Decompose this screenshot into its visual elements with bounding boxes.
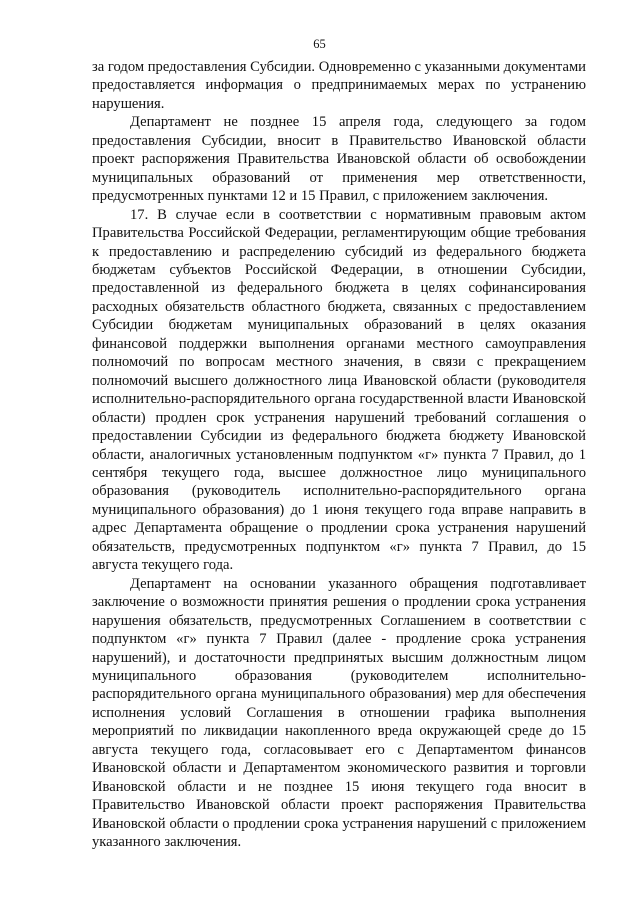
paragraph-clause-17: 17. В случае если в соответствии с нормативным правовым актом Правительства Российской Федерации, регламентирующим общие требования к предоставлению и распределению субсидий из федерального бюджета бюджетам субъектов Российской Федерации, в отношении Субсидии, предоставленной из федерального бюджета в целях софинансирования расходных обязательств областного бюджета, связанных с предоставлением Субсидии бюджетам муниципальных образований в целях оказания финансовой поддержки выполнения органами местного самоуправления полномочий по вопросам местного значения, в связи с прекращением полномочий высшего должностного лица Ивановской области (руководителя исполнительно-распорядительного органа государственной власти Ивановской области) продлен срок устранения нарушений требований соглашения о предоставлении Субсидии из федерального бюджета бюджету Ивановской области, аналогичных установленным подпунктом «г» пункта 7 Правил, до 1 сентября текущего года, высшее должностное лицо муниципального образования (руководитель исполнительно-распорядительного органа муниципального образования) до 1 июня текущего года вправе направить в адрес Департамента обращение о продлении срока устранения нарушений обязательств, предусмотренных подпунктом «г» пункта 7 Правил, до 15 августа текущего года. — [92, 206, 586, 574]
document-body — [92, 58, 586, 851]
paragraph-department-conclusion: Департамент на основании указанного обращения подготавливает заключение о возможности принятия решения о продлении срока устранения нарушения обязательств, предусмотренных Соглашением в соответствии с подпунктом «г» пункта 7 Правил (далее - продление срока устранения нарушений), и достаточности предпринятых высшим должностным лицом муниципального образования (руководителем исполнительно-распорядительного органа муниципального образования) мер для обеспечения исполнения условий Соглашения в отношении графика выполнения мероприятий по ликвидации накопленного вреда окружающей среде до 15 августа текущего года, согласовывает его с Департаментом финансов Ивановской области и Департаментом экономического развития и торговли Ивановской области и не позднее 15 июня текущего года вносит в Правительство Ивановской области проект распоряжения Правительства Ивановской области о продлении срока устранения нарушений с приложением указанного заключения. — [92, 575, 586, 851]
paragraph-continuation: за годом предоставления Субсидии. Одновременно с указанными документами предоставляется информация о предпринимаемых мерах по устранению нарушения. — [92, 59, 586, 112]
paragraph-department-deadline: Департамент не позднее 15 апреля года, следующего за годом предоставления Субсидии, вносит в Правительство Ивановской области проект распоряжения Правительства Ивановской области об освобождении муниципальных образований от применения мер ответственности, предусмотренных пунктами 12 и 15 Правил, с приложением заключения. — [92, 114, 586, 205]
page-number: 65 — [313, 37, 326, 51]
